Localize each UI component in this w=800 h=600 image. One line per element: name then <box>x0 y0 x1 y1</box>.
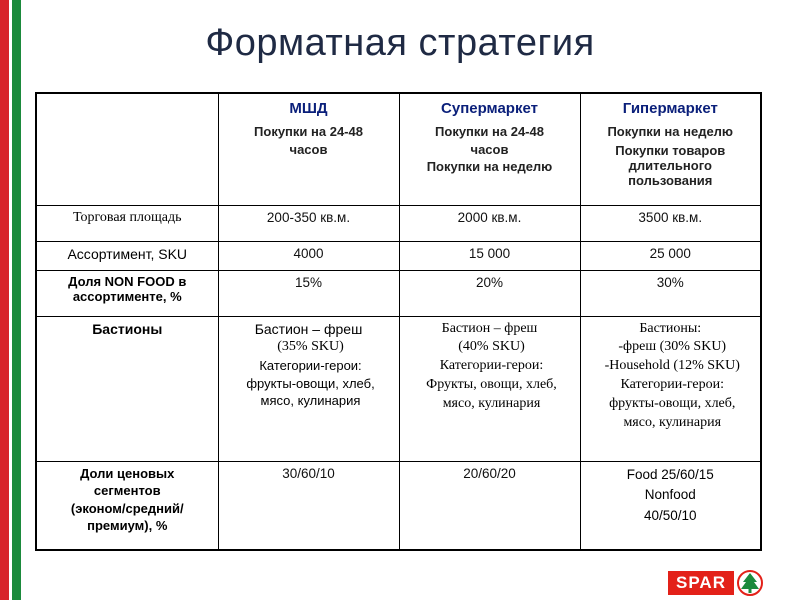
format-desc: Покупки товаров <box>615 142 726 158</box>
format-desc: часов <box>289 141 328 157</box>
format-desc: длительного <box>628 157 712 173</box>
corner-cell <box>36 93 218 205</box>
row-label-line: Доля NON FOOD в <box>68 273 187 289</box>
cell-line: -Household (12% SKU) <box>604 358 740 374</box>
row-label: Бастионы <box>36 316 218 461</box>
cell-line: Категории-герои: <box>259 358 362 374</box>
table-row-sku <box>36 241 761 270</box>
format-name: Супермаркет <box>441 100 538 117</box>
table-cell: 25 000 <box>580 241 761 270</box>
format-desc: Покупки на неделю <box>426 159 553 175</box>
row-label-line: (эконом/средний/ <box>70 500 184 516</box>
row-label-line: ассортименте, % <box>72 289 182 305</box>
cell-line: Бастионы: <box>639 320 702 336</box>
format-strategy-table <box>35 92 762 551</box>
table-cell: 30/60/10 <box>218 461 399 550</box>
cell-line: Бастион – фреш <box>441 320 538 336</box>
table-cell: 3500 кв.м. <box>580 205 761 241</box>
row-label <box>36 270 218 316</box>
cell-line: фрукты-овощи, хлеб, <box>609 396 736 412</box>
cell-line: Nonfood <box>644 487 696 503</box>
table-row-bastions <box>36 316 761 461</box>
left-stripe-red <box>0 0 9 600</box>
format-desc: часов <box>470 141 509 157</box>
format-desc: Покупки на 24-48 <box>254 124 363 140</box>
spar-logo-box <box>668 571 734 595</box>
row-label-line: премиум), % <box>87 518 168 534</box>
table-cell <box>580 316 761 461</box>
format-super-header <box>399 93 580 205</box>
cell-line: фрукты-овощи, хлеб, <box>246 375 375 391</box>
table-cell: 20/60/20 <box>399 461 580 550</box>
format-desc: пользования <box>628 172 713 188</box>
spar-logo <box>668 570 796 596</box>
table-row-area <box>36 205 761 241</box>
table-cell: 30% <box>580 270 761 316</box>
format-name: МШД <box>289 100 328 117</box>
table-cell: 20% <box>399 270 580 316</box>
row-label-line: Доли ценовых <box>80 465 175 481</box>
cell-line: (35% SKU) <box>277 339 344 355</box>
table-cell <box>218 316 399 461</box>
table-cell: 4000 <box>218 241 399 270</box>
slide-title: Форматная стратегия <box>205 22 595 64</box>
table-cell <box>580 461 761 550</box>
table-row-nonfood <box>36 270 761 316</box>
cell-line: Food 25/60/15 <box>626 466 714 482</box>
cell-line: мясо, кулинария <box>442 396 541 412</box>
cell-line: Фрукты, овощи, хлеб, <box>426 377 557 393</box>
spar-logo-text: SPAR <box>676 573 726 592</box>
format-desc: Покупки на неделю <box>607 124 734 140</box>
table-cell <box>399 316 580 461</box>
table-cell: 15 000 <box>399 241 580 270</box>
fir-tree-icon <box>737 570 763 596</box>
cell-line: Категории-герои: <box>620 377 725 393</box>
cell-line: Бастион – фреш <box>254 320 363 337</box>
row-label <box>36 461 218 550</box>
row-label: Торговая площадь <box>36 205 218 241</box>
cell-line: мясо, кулинария <box>623 414 722 430</box>
table-cell: 200-350 кв.м. <box>218 205 399 241</box>
cell-line: 40/50/10 <box>643 508 697 524</box>
cell-line: мясо, кулинария <box>260 393 361 409</box>
table-cell: 2000 кв.м. <box>399 205 580 241</box>
table-cell: 15% <box>218 270 399 316</box>
left-stripe-green <box>12 0 21 600</box>
table-row-segments <box>36 461 761 550</box>
header-row <box>36 93 761 205</box>
format-msd-header <box>218 93 399 205</box>
cell-line: (40% SKU) <box>458 339 525 355</box>
format-hyper-header <box>580 93 761 205</box>
cell-line: Категории-герои: <box>439 358 544 374</box>
cell-line: -фреш (30% SKU) <box>618 339 727 355</box>
row-label: Ассортимент, SKU <box>36 241 218 270</box>
row-label-line: сегментов <box>93 483 161 499</box>
format-desc: Покупки на 24-48 <box>435 124 544 140</box>
format-name: Гипермаркет <box>622 100 718 117</box>
